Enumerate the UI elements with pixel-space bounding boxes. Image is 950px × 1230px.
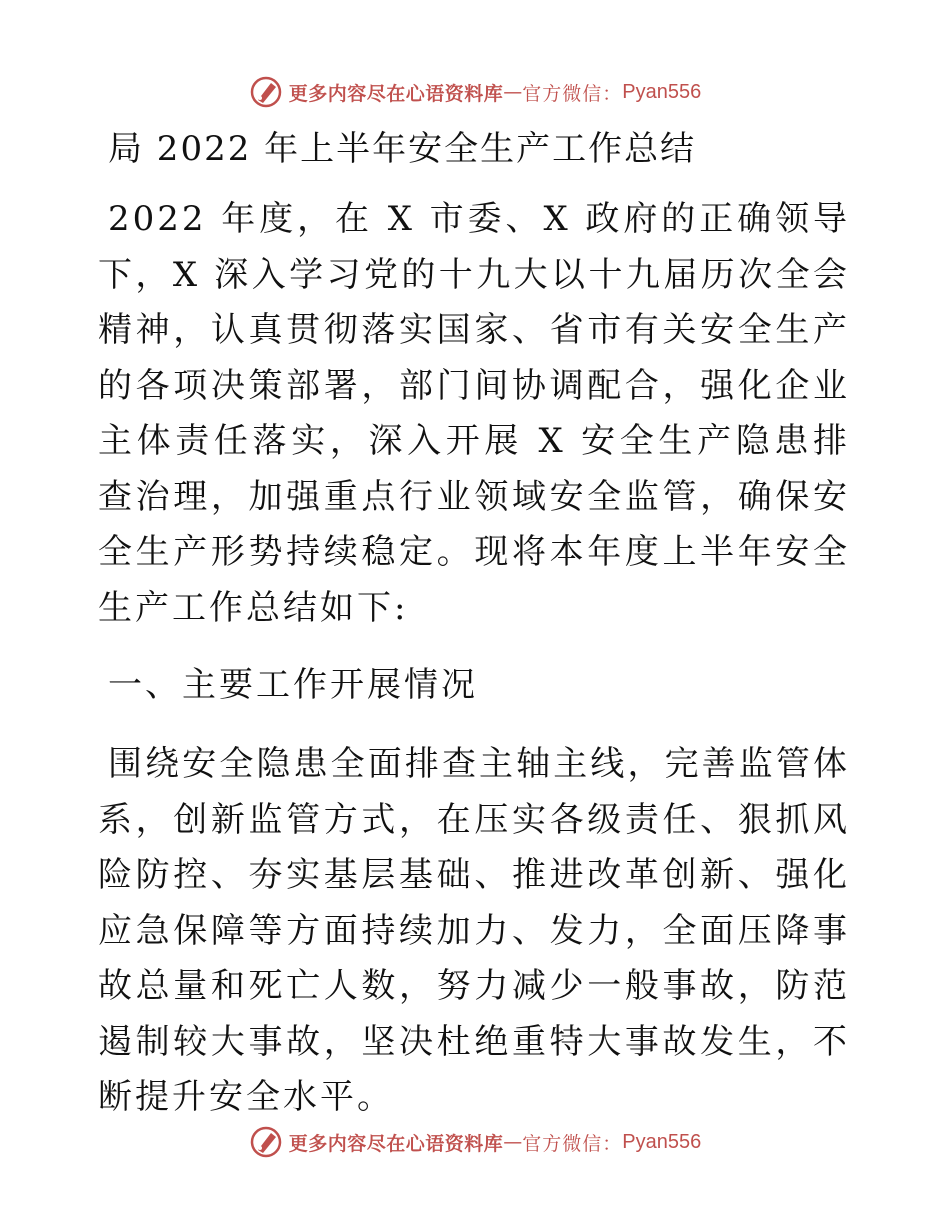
- header-watermark: [0, 72, 950, 112]
- section-heading: 一、主要工作开展情况: [108, 665, 478, 705]
- watermark-wechat-label: 官方微信：: [522, 82, 623, 105]
- footer-watermark: [0, 1122, 950, 1162]
- watermark-wechat-id: Pyan556: [622, 1130, 702, 1153]
- watermark-text: 更多内容尽在心语资料库: [288, 1132, 504, 1155]
- watermark-wechat-id: Pyan556: [622, 80, 702, 103]
- intro-paragraph: 2022 年度，在 X 市委、X 政府的正确领导下，X 深入学习党的十九大以十九届历次全会精神，认真贯彻落实国家、省市有关安全生产的各项决策部署，部门间协调配合，强化企业主体责任落实，深入开展 X 安全生产隐患排查治理，加强重点行业领域安全监管，确保安全生产形势持续稳定。现将本年度上半年安全生产工作总结如下:: [98, 199, 850, 628]
- section-paragraph: 围绕安全隐患全面排查主轴主线，完善监管体系，创新监管方式，在压实各级责任、狠抓风险防控、夯实基层基础、推进改革创新、强化应急保障等方面持续加力、发力，全面压降事故总量和死亡人数，努力减少一般事故，防范遏制较大事故，坚决杜绝重特大事故发生，不断提升安全水平。: [98, 744, 850, 1117]
- watermark-separator: —: [503, 81, 523, 103]
- document-title: 局 2022 年上半年安全生产工作总结: [108, 129, 697, 169]
- watermark-wechat-label: 官方微信：: [522, 1132, 623, 1155]
- document-body: [98, 122, 850, 1126]
- watermark-separator: —: [503, 1131, 523, 1153]
- pen-nib-logo-icon: [249, 1125, 283, 1159]
- pen-nib-logo-icon: [249, 75, 283, 109]
- watermark-text: 更多内容尽在心语资料库: [288, 82, 504, 105]
